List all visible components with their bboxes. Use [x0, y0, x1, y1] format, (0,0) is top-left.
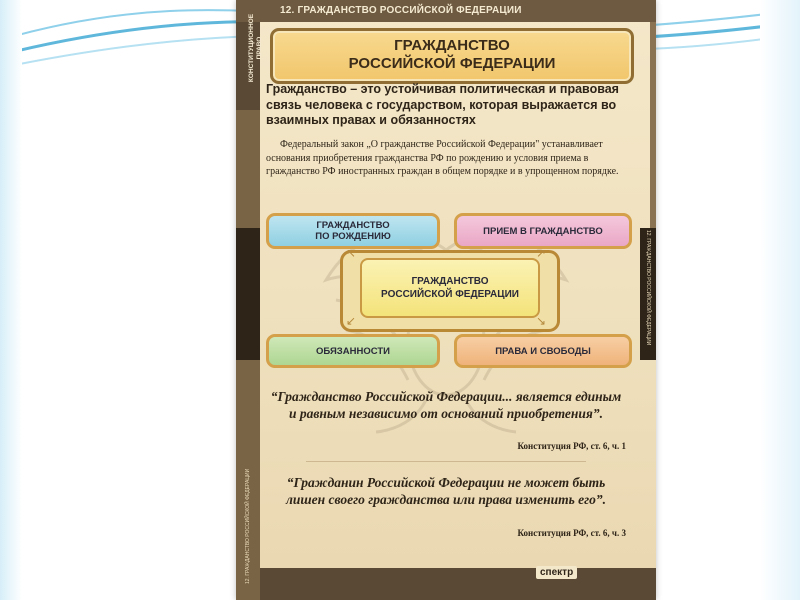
- by-birth-line-1: ГРАЖДАНСТВО: [316, 220, 390, 231]
- right-strip-label: 12. ГРАЖДАНСТВО РОССИЙСКОЙ ФЕДЕРАЦИИ: [645, 230, 651, 346]
- by-birth-box: [266, 213, 440, 249]
- left-strip-label: 12. ГРАЖДАНСТВО РОССИЙСКОЙ ФЕДЕРАЦИИ: [245, 468, 251, 584]
- poster-title: [273, 37, 631, 73]
- title-line-2: РОССИЙСКОЙ ФЕДЕРАЦИИ: [348, 55, 556, 72]
- by-birth-line-2: ПО РОЖДЕНИЮ: [315, 231, 391, 242]
- constitution-quote-1: “Гражданство Российской Федерации... является единым и равным независимо от оснований приобретения”.: [270, 389, 622, 421]
- title-line-1: ГРАЖДАНСТВО: [394, 37, 510, 54]
- side-tab: [236, 13, 263, 110]
- arrow-up-left-icon: ↖: [346, 246, 357, 260]
- center-line-2: РОССИЙСКОЙ ФЕДЕРАЦИИ: [381, 289, 519, 300]
- citation-2: Конституция РФ, ст. 6, ч. 3: [517, 528, 626, 538]
- arrow-down-right-icon: ↘: [536, 314, 547, 328]
- definition-text: Гражданство – это устойчивая политическая и правовая связь человека с государством, которая выражается во взаимных правах и обязанностях: [266, 82, 619, 127]
- rights-label: ПРАВА И СВОБОДЫ: [495, 345, 591, 357]
- publisher-logo: спектр: [536, 566, 577, 579]
- constitution-quote-2: “Гражданин Российской Федерации не может быть лишен своего гражданства или права изменить его”.: [285, 475, 607, 507]
- center-citizenship-box: [360, 258, 540, 318]
- rights-box: [454, 334, 632, 368]
- left-strip-dark: [236, 228, 260, 584]
- center-line-1: ГРАЖДАНСТВО: [411, 276, 489, 287]
- citizenship-poster: [236, 0, 656, 600]
- right-strip: [640, 228, 656, 360]
- law-text: Федеральный закон „О гражданстве Российской Федерации" устанавливает основания приобретения гражданства РФ по рождению и условия приема в гражданство РФ иностранных граждан в общем порядке и в упрощенном порядке.: [266, 139, 619, 177]
- duties-label: ОБЯЗАННОСТИ: [316, 345, 390, 357]
- right-edge: [650, 22, 656, 228]
- title-frame: [270, 28, 634, 84]
- citation-1: Конституция РФ, ст. 6, ч. 1: [517, 441, 626, 451]
- admission-label: ПРИЕМ В ГРАЖДАНСТВО: [483, 225, 603, 237]
- poster-footer: [260, 568, 656, 600]
- divider: [306, 461, 586, 462]
- arrow-up-right-icon: ↗: [536, 246, 547, 260]
- arrow-down-left-icon: ↙: [346, 314, 357, 328]
- background-right-gradient: [760, 0, 800, 600]
- side-tab-label: КОНСТИТУЦИОННОЕ ПРАВО: [248, 13, 263, 83]
- poster-header-bar: [236, 0, 656, 22]
- background-left-gradient: [0, 0, 22, 600]
- poster-header: 12. ГРАЖДАНСТВО РОССИЙСКОЙ ФЕДЕРАЦИИ: [280, 5, 522, 16]
- duties-box: [266, 334, 440, 368]
- admission-box: [454, 213, 632, 249]
